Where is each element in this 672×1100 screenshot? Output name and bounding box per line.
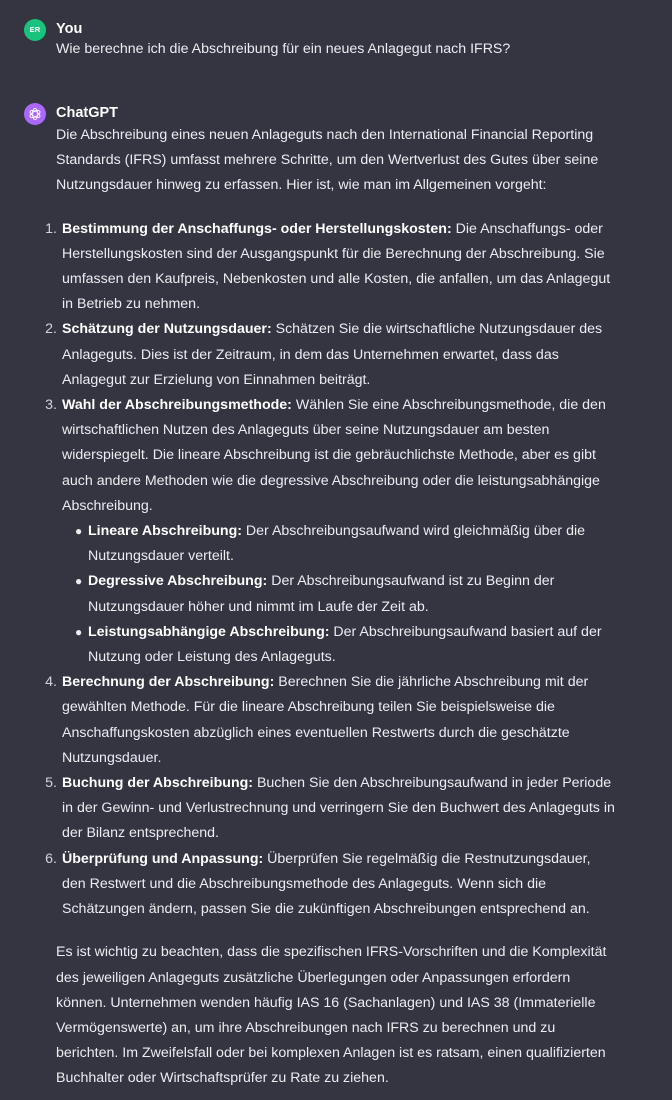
step-text: Berechnen Sie die jährliche Abschreibung mit der gewählten Methode. Für die lineare Abschreibung teilen Sie beispielsweise die Anschaffungskosten abzüglich eines eventuellen Restwerts durch die geschätzte Nutzungsdauer.	[62, 674, 589, 766]
list-item	[45, 670, 616, 771]
subitem-text: Der Abschreibungsaufwand wird gleichmäßig über die Nutzungsdauer verteilt.	[88, 523, 586, 565]
list-item	[45, 217, 616, 318]
list-item	[45, 317, 616, 393]
step-text: Buchen Sie den Abschreibungsaufwand in jeder Periode in der Gewinn- und Verlustrechnung und verringern Sie den Buchwert des Anlageguts in der Bilanz entsprechend.	[62, 775, 615, 842]
user-author-name: You	[56, 21, 83, 37]
step-number: 5.	[45, 775, 57, 792]
step-number: 3.	[45, 397, 57, 414]
assistant-intro-paragraph: Die Abschreibung eines neuen Anlageguts nach den International Financial Reporting Standards (IFRS) umfasst mehrere Schritte, um den Wertverlust des Gutes über seine Nutzungsdauer hinweg zu erfassen. Hier ist, wie man im Allgemeinen vorgeht:	[56, 127, 599, 194]
step-title: Wahl der Abschreibungsmethode:	[62, 397, 292, 414]
assistant-closing-paragraph: Es ist wichtig zu beachten, dass die spezifischen IFRS-Vorschriften und die Komplexität des jeweiligen Anlageguts zusätzliche Überlegungen oder Anpassungen erfordern können. Unternehmen wenden häufig IAS 16 (Sachanlagen) und IAS 38 (Immaterielle Vermögenswerte) an, um ihre Abschreibungen nach IFRS zu berechnen und zu berichten. Im Zweifelsfall oder bei komplexen Anlagen ist es ratsam, einen qualifizierten Buchhalter oder Wirtschaftsprüfer zu Rate zu ziehen.	[56, 944, 607, 1087]
subitem-title: Leistungsabhängige Abschreibung:	[88, 623, 330, 640]
openai-logo-svg	[28, 107, 42, 121]
list-item	[45, 393, 616, 670]
assistant-author-name: ChatGPT	[56, 105, 119, 121]
step-text: Überprüfen Sie regelmäßig die Restnutzungsdauer, den Restwert und die Abschreibungsmethode des Anlageguts. Wenn sich die Schätzungen ändern, passen Sie die zukünftigen Abschreibungen entsprechend an.	[62, 850, 591, 918]
list-item	[45, 847, 616, 923]
step-text: Wählen Sie eine Abschreibungsmethode, die den wirtschaftlichen Nutzen des Anlageguts über seine Nutzungsdauer am besten widerspiegelt. Die lineare Abschreibung ist die gebräuchlichste Methode, aber es gibt auch andere Methoden wie die degressive Abschreibung oder die leistungsabhängige Abschreibung.	[62, 397, 606, 514]
step-number: 2.	[45, 321, 57, 338]
step-title: Berechnung der Abschreibung:	[62, 674, 275, 691]
step-number: 1.	[45, 220, 57, 237]
step-number: 4.	[45, 674, 57, 691]
bullet-icon: ●	[75, 524, 83, 539]
step-text: Die Anschaffungs- oder Herstellungskosten sind der Ausgangspunkt für die Berechnung der Abschreibung. Sie umfassen den Kaufpreis, Nebenkosten und alle Kosten, die anfallen, um das Anlagegut in Betrieb zu nehmen.	[62, 220, 611, 313]
list-item	[45, 771, 616, 847]
step-title: Buchung der Abschreibung:	[62, 775, 254, 792]
method-sublist	[62, 519, 616, 670]
list-item	[62, 620, 616, 670]
step-title: Bestimmung der Anschaffungs- oder Herstellungskosten:	[62, 220, 452, 237]
step-number: 6.	[45, 850, 57, 867]
assistant-message-body	[45, 123, 616, 1092]
step-title: Überprüfung und Anpassung:	[62, 850, 264, 867]
list-item	[62, 519, 616, 569]
openai-logo-icon	[24, 103, 46, 125]
user-avatar	[24, 19, 46, 41]
bullet-icon: ●	[75, 574, 83, 589]
bullet-icon: ●	[75, 624, 83, 639]
subitem-text: Der Abschreibungsaufwand basiert auf der Nutzung oder Leistung des Anlageguts.	[88, 623, 602, 666]
subitem-title: Lineare Abschreibung:	[88, 523, 242, 540]
step-title: Schätzung der Nutzungsdauer:	[62, 321, 272, 338]
subitem-title: Degressive Abschreibung:	[88, 573, 268, 590]
list-item	[62, 569, 616, 619]
step-text: Schätzen Sie die wirtschaftliche Nutzungsdauer des Anlageguts. Dies ist der Zeitraum, in dem das Unternehmen erwartet, dass das Anlagegut zur Erzielung von Einnahmen beiträgt.	[62, 321, 603, 388]
user-avatar-initials: ER	[29, 25, 41, 34]
steps-list	[45, 217, 616, 923]
subitem-text: Der Abschreibungsaufwand ist zu Beginn der Nutzungsdauer höher und nimmt im Laufe der Zeit ab.	[88, 573, 555, 615]
user-message-text: Wie berechne ich die Abschreibung für ein neues Anlagegut nach IFRS?	[56, 41, 511, 57]
